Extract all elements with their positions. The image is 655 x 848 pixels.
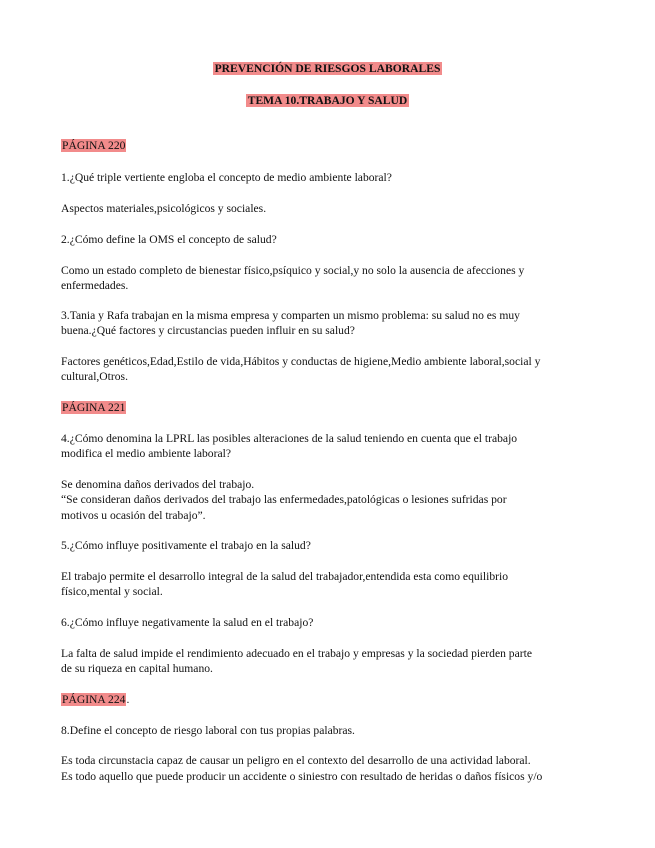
- subtitle-highlight: TEMA 10.TRABAJO Y SALUD: [247, 94, 408, 107]
- page-224-label: PÁGINA 224: [62, 693, 126, 706]
- question-1: 1.¿Qué triple vertiente engloba el concepto de medio ambiente laboral?: [61, 171, 392, 184]
- section-heading-page-221: [61, 400, 601, 415]
- question-6: 6.¿Cómo influye negativamente la salud en el trabajo?: [61, 616, 314, 629]
- document-title: [0, 61, 655, 76]
- answer-5-line-2: físico,mental y social.: [61, 585, 163, 598]
- answer-8-line-2: Es todo aquello que puede producir un accidente o siniestro con resultado de heridas o daños físicos y/o: [61, 770, 543, 783]
- answer-8-line-1: Es toda circunstacia capaz de causar un peligro en el contexto del desarrollo de una actividad laboral.: [61, 754, 531, 767]
- answer-4-line-2: “Se consideran daños derivados del trabajo las enfermedades,patológicas o lesiones sufridas por: [61, 493, 507, 506]
- answer-6-line-1: La falta de salud impide el rendimiento adecuado en el trabajo y empresas y la sociedad pierden parte: [61, 647, 532, 660]
- answer-4-line-3: motivos u ocasión del trabajo”.: [61, 509, 206, 522]
- answer-1: Aspectos materiales,psicológicos y sociales.: [61, 202, 267, 215]
- answer-2-line-1: Como un estado completo de bienestar físico,psíquico y social,y no solo la ausencia de afecciones y: [61, 264, 525, 277]
- question-4-line-1: 4.¿Cómo denomina la LPRL las posibles alteraciones de la salud teniendo en cuenta que el trabajo: [61, 432, 518, 445]
- answer-4-line-1: Se denomina daños derivados del trabajo.: [61, 478, 255, 491]
- question-5: 5.¿Cómo influye positivamente el trabajo en la salud?: [61, 539, 311, 552]
- question-3-line-2: buena.¿Qué factores y circustancias pueden influir en su salud?: [61, 324, 355, 337]
- answer-6-line-2: de su riqueza en capital humano.: [61, 662, 213, 675]
- question-4-line-2: modifica el medio ambiente laboral?: [61, 447, 231, 460]
- document-subtitle: [0, 93, 655, 108]
- answer-3-line-2: cultural,Otros.: [61, 370, 128, 383]
- page-224-suffix: .: [126, 693, 130, 706]
- answer-5-line-1: El trabajo permite el desarrollo integral de la salud del trabajador,entendida esta como equilibrio: [61, 570, 509, 583]
- answer-3-line-1: Factores genéticos,Edad,Estilo de vida,Hábitos y conductas de higiene,Medio ambiente laboral,social y: [61, 355, 541, 368]
- question-8: 8.Define el concepto de riesgo laboral con tus propias palabras.: [61, 724, 355, 737]
- section-heading-page-220: [61, 138, 601, 153]
- question-3-line-1: 3.Tania y Rafa trabajan en la misma empresa y comparten un mismo problema: su salud no es muy: [61, 309, 520, 322]
- answer-2-line-2: enfermedades.: [61, 279, 129, 292]
- section-heading-page-224: [61, 692, 601, 707]
- question-2: 2.¿Cómo define la OMS el concepto de salud?: [61, 233, 277, 246]
- page-221-label: PÁGINA 221: [62, 401, 126, 414]
- page-220-label: PÁGINA 220: [62, 139, 126, 152]
- title-highlight: PREVENCIÓN DE RIESGOS LABORALES: [214, 62, 441, 75]
